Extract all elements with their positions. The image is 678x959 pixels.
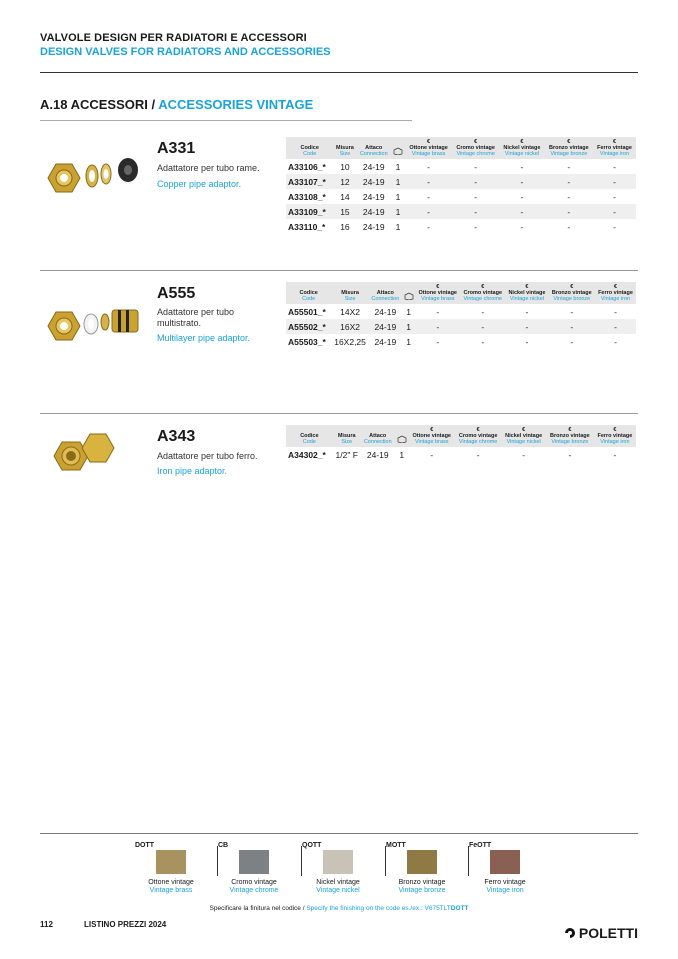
col-iron-it: Ferro vintage xyxy=(598,290,633,296)
table-cell: - xyxy=(613,449,617,460)
section-title-blue: ACCESSORIES VINTAGE xyxy=(158,97,314,112)
section-divider xyxy=(40,120,412,121)
table-cell: 24-19 xyxy=(362,221,385,232)
col-nickel-en: Vintage nickel xyxy=(506,439,541,445)
col-conn-it: Attaco xyxy=(376,290,394,296)
table-cell: - xyxy=(430,449,434,460)
col-conn-en: Connection xyxy=(359,151,388,157)
swatch-divider xyxy=(217,846,218,876)
header-title-it: VALVOLE DESIGN PER RADIATORI E ACCESSORI xyxy=(40,32,307,44)
col-bronze-it: Bronzo vintage xyxy=(550,433,590,439)
swatch-divider xyxy=(301,846,302,876)
table-row xyxy=(286,204,636,219)
table-cell: - xyxy=(567,206,571,217)
listino-label: LISTINO PREZZI 2024 xyxy=(84,920,167,929)
col-size-it: Misura xyxy=(341,290,359,296)
col-size-it: Misura xyxy=(336,145,354,151)
euro-symbol: € xyxy=(613,139,617,145)
euro-symbol: € xyxy=(525,284,529,290)
table-cell: - xyxy=(427,191,430,202)
table-row xyxy=(286,304,636,319)
col-iron-en: Vintage iron xyxy=(600,296,631,302)
finish-note xyxy=(0,905,678,912)
table-cell: 1 xyxy=(395,176,401,187)
brand-logo xyxy=(563,925,638,941)
table-cell: - xyxy=(613,191,616,202)
box-icon xyxy=(391,137,405,159)
table-cell: 15 xyxy=(340,206,350,217)
note-bold: DOTT xyxy=(450,905,469,912)
table-cell: - xyxy=(427,221,430,232)
table-cell: 24-19 xyxy=(374,336,397,347)
table-cell: - xyxy=(520,161,524,172)
col-nickel-en: Vintage nickel xyxy=(509,296,545,302)
finish-label-it: Nickel vintage xyxy=(316,879,360,886)
col-nickel-it: Nickel vintage xyxy=(503,145,541,151)
table-body xyxy=(286,447,636,462)
euro-symbol: € xyxy=(613,284,618,290)
euro-symbol: € xyxy=(613,427,617,433)
col-code-en: Code xyxy=(303,151,317,157)
table-cell: - xyxy=(613,206,616,217)
col-iron-it: Ferro vintage xyxy=(597,433,633,439)
table-cell: 1 xyxy=(395,206,401,217)
cell-code: A33110_* xyxy=(288,221,326,232)
table-cell: 16 xyxy=(340,221,350,232)
table-row xyxy=(286,447,636,462)
table-cell: - xyxy=(520,191,524,202)
col-bronze-it: Bronzo vintage xyxy=(548,145,589,151)
col-bronze-it: Bronzo vintage xyxy=(551,290,592,296)
col-code-it: Codice xyxy=(300,145,319,151)
col-nickel xyxy=(501,425,546,447)
table-cell: - xyxy=(520,221,524,232)
finish-label-en: Vintage brass xyxy=(149,887,193,894)
table-cell: - xyxy=(568,449,572,460)
table-cell: - xyxy=(481,321,485,332)
table-row xyxy=(286,159,636,174)
table-cell: - xyxy=(525,306,529,317)
table-cell: 14X2 xyxy=(340,306,360,317)
col-nickel-it: Nickel vintage xyxy=(505,433,543,439)
col-bronze-en: Vintage bronze xyxy=(551,439,589,445)
table-cell: - xyxy=(427,161,430,172)
cell-code: A34302_* xyxy=(288,449,326,460)
col-chrome-it: Cromo vintage xyxy=(456,145,495,151)
table-cell: - xyxy=(427,206,430,217)
finish-code: DOTT xyxy=(135,842,155,849)
col-conn xyxy=(361,425,395,447)
product-desc-en: Copper pipe adaptor. xyxy=(157,179,242,189)
euro-symbol: € xyxy=(520,139,524,145)
table-cell: 24-19 xyxy=(362,191,385,202)
col-code-it: Codice xyxy=(300,433,319,439)
col-brass-it: Ottone vintage xyxy=(409,145,448,151)
logo-text: POLETTI xyxy=(578,925,638,941)
col-iron-it: Ferro vintage xyxy=(597,145,632,151)
finish-label-en: Vintage iron xyxy=(486,887,524,894)
poletti-logo-icon xyxy=(563,926,577,940)
col-size-en: Size xyxy=(344,296,356,302)
page-number: 112 xyxy=(40,920,53,929)
col-size xyxy=(333,137,356,159)
table-row xyxy=(286,189,636,204)
col-conn-en: Connection xyxy=(363,439,392,445)
table-cell: 1 xyxy=(395,191,401,202)
table-cell: - xyxy=(427,176,430,187)
box-icon xyxy=(402,282,415,304)
euro-symbol: € xyxy=(427,139,431,145)
col-brass-it: Ottone vintage xyxy=(412,433,451,439)
product-code: A331 xyxy=(157,140,196,157)
col-chrome-en: Vintage chrome xyxy=(458,439,498,445)
table-row xyxy=(286,319,636,334)
col-chrome-it: Cromo vintage xyxy=(458,433,498,439)
col-size-it: Misura xyxy=(337,433,356,439)
euro-symbol: € xyxy=(567,139,571,145)
table-cell: - xyxy=(614,306,617,317)
table-cell: 16X2 xyxy=(340,321,360,332)
price-table-a331 xyxy=(286,137,636,234)
euro-symbol: € xyxy=(436,284,440,290)
table-cell: - xyxy=(525,336,529,347)
col-bronze xyxy=(549,282,595,304)
table-cell: - xyxy=(474,191,478,202)
table-header xyxy=(286,282,636,304)
table-header xyxy=(286,137,636,159)
col-bronze xyxy=(546,425,594,447)
col-brass-en: Vintage brass xyxy=(420,296,455,302)
note-it: Specificare la finitura nel codice / xyxy=(209,905,307,912)
table-cell: 1 xyxy=(406,336,411,347)
col-brass-en: Vintage brass xyxy=(411,151,446,157)
note-en: Specify the finishing on the code es./ex.: V675TLT xyxy=(306,905,451,912)
col-code-en: Code xyxy=(302,439,316,445)
col-nickel-en: Vintage nickel xyxy=(504,151,539,157)
finish-label-en: Vintage bronze xyxy=(398,887,446,894)
col-bronze-en: Vintage bronze xyxy=(553,296,591,302)
col-chrome-en: Vintage chrome xyxy=(463,296,502,302)
euro-symbol: € xyxy=(481,284,485,290)
price-table-a343 xyxy=(286,425,636,462)
col-chrome xyxy=(460,282,505,304)
table-cell: 1 xyxy=(395,161,401,172)
header-divider xyxy=(40,72,638,73)
euro-symbol: € xyxy=(474,139,478,145)
a343-product-image xyxy=(48,428,118,478)
table-cell: 14 xyxy=(340,191,350,202)
box-icon xyxy=(395,425,409,447)
table-row xyxy=(286,219,636,234)
product-separator xyxy=(40,270,638,271)
col-chrome xyxy=(452,137,499,159)
table-cell: - xyxy=(436,336,440,347)
table-cell: - xyxy=(474,206,478,217)
finish-label-en: Vintage chrome xyxy=(229,887,279,894)
col-iron xyxy=(595,282,636,304)
col-chrome-en: Vintage chrome xyxy=(456,151,495,157)
cell-code: A33106_* xyxy=(288,161,326,172)
finish-color-swatch xyxy=(156,850,186,874)
cell-code: A33107_* xyxy=(288,176,326,187)
table-cell: 24-19 xyxy=(362,176,385,187)
col-conn xyxy=(369,282,402,304)
table-cell: 1 xyxy=(395,221,401,232)
section-title-main: A.18 ACCESSORI / xyxy=(40,97,159,112)
col-bronze-en: Vintage bronze xyxy=(550,151,588,157)
col-conn-it: Attaco xyxy=(369,433,387,439)
table-cell: - xyxy=(476,449,480,460)
product-desc-it: Adattatore per tubo multistrato. xyxy=(157,307,235,328)
col-iron xyxy=(593,137,636,159)
product-desc-en: Multilayer pipe adaptor. xyxy=(157,333,251,343)
table-cell: - xyxy=(481,336,485,347)
table-cell: 24-19 xyxy=(374,321,397,332)
cell-code: A33108_* xyxy=(288,191,326,202)
table-row xyxy=(286,174,636,189)
table-cell: 16X2,25 xyxy=(334,336,366,347)
product-desc-it: Adattatore per tubo rame. xyxy=(157,163,260,173)
table-cell: 12 xyxy=(340,176,350,187)
euro-symbol: € xyxy=(430,427,434,433)
finish-label-it: Bronzo vintage xyxy=(398,879,446,886)
cell-code: A55503_* xyxy=(288,336,326,347)
col-conn-en: Connection xyxy=(371,296,400,302)
col-nickel-it: Nickel vintage xyxy=(508,290,546,296)
table-cell: - xyxy=(436,306,440,317)
a331-product-image xyxy=(44,150,149,210)
product-desc-en: Iron pipe adaptor. xyxy=(157,466,228,476)
finish-label-it: Ferro vintage xyxy=(484,879,526,886)
table-cell: 24-19 xyxy=(362,161,385,172)
finish-code: QOTT xyxy=(302,842,322,849)
col-chrome-it: Cromo vintage xyxy=(463,290,503,296)
table-cell: - xyxy=(520,206,524,217)
a555-product-image xyxy=(44,300,149,350)
finish-label-it: Cromo vintage xyxy=(231,879,277,886)
table-cell: - xyxy=(474,176,478,187)
col-iron-en: Vintage iron xyxy=(600,439,630,445)
table-cell: - xyxy=(567,191,571,202)
finish-code: MOTT xyxy=(386,842,406,849)
table-cell: 1 xyxy=(406,321,411,332)
finish-color-swatch xyxy=(490,850,520,874)
table-cell: 1 xyxy=(406,306,411,317)
header-title-en: DESIGN VALVES FOR RADIATORS AND ACCESSORIES xyxy=(40,46,331,58)
cell-code: A55501_* xyxy=(288,306,326,317)
table-cell: - xyxy=(481,306,485,317)
table-cell: - xyxy=(567,221,571,232)
table-row xyxy=(286,334,636,349)
table-cell: - xyxy=(520,176,524,187)
swatch-divider xyxy=(385,846,386,876)
col-size-en: Size xyxy=(341,439,353,445)
col-code xyxy=(286,282,331,304)
col-brass xyxy=(405,137,452,159)
table-cell: - xyxy=(567,176,571,187)
table-cell: - xyxy=(567,161,571,172)
product-code: A343 xyxy=(157,428,196,445)
table-cell: - xyxy=(525,321,529,332)
finish-label-it: Ottone vintage xyxy=(148,879,194,886)
product-desc-it: Adattatore per tubo ferro. xyxy=(157,451,258,461)
table-body xyxy=(286,304,636,349)
euro-symbol: € xyxy=(522,427,526,433)
cell-code: A55502_* xyxy=(288,321,326,332)
price-table-a555 xyxy=(286,282,636,349)
col-brass-en: Vintage brass xyxy=(414,439,449,445)
table-cell: - xyxy=(570,306,574,317)
col-nickel xyxy=(505,282,548,304)
col-code-en: Code xyxy=(302,296,316,302)
col-nickel xyxy=(499,137,544,159)
col-bronze xyxy=(545,137,594,159)
col-brass xyxy=(415,282,460,304)
finish-code: FeOTT xyxy=(469,842,492,849)
col-code-it: Codice xyxy=(299,290,318,296)
finish-color-swatch xyxy=(239,850,269,874)
col-chrome xyxy=(455,425,501,447)
finish-code: CB xyxy=(218,842,229,849)
table-cell: - xyxy=(570,321,574,332)
table-body xyxy=(286,159,636,234)
euro-symbol: € xyxy=(570,284,574,290)
table-cell: - xyxy=(474,221,478,232)
table-cell: - xyxy=(613,161,616,172)
section-title xyxy=(40,97,313,112)
finish-color-swatch xyxy=(323,850,353,874)
euro-symbol: € xyxy=(476,427,480,433)
col-iron-en: Vintage iron xyxy=(599,151,630,157)
footer-divider xyxy=(40,833,638,834)
col-brass xyxy=(409,425,455,447)
table-cell: 1/2" F xyxy=(335,449,358,460)
table-cell: - xyxy=(522,449,526,460)
finish-label-en: Vintage nickel xyxy=(316,887,360,894)
col-conn xyxy=(356,137,391,159)
table-cell: 10 xyxy=(340,161,350,172)
swatch-divider xyxy=(468,846,469,876)
table-cell: - xyxy=(474,161,478,172)
table-cell: - xyxy=(570,336,574,347)
col-brass-it: Ottone vintage xyxy=(418,290,457,296)
table-cell: - xyxy=(613,221,616,232)
table-cell: - xyxy=(613,176,616,187)
col-size xyxy=(333,425,361,447)
cell-code: A33109_* xyxy=(288,206,326,217)
col-size xyxy=(331,282,368,304)
table-header xyxy=(286,425,636,447)
col-iron xyxy=(594,425,636,447)
euro-symbol: € xyxy=(568,427,572,433)
col-size-en: Size xyxy=(339,151,351,157)
table-cell: 1 xyxy=(399,449,405,460)
table-cell: 24-19 xyxy=(374,306,397,317)
table-cell: 24-19 xyxy=(366,449,389,460)
table-cell: - xyxy=(614,336,617,347)
product-code: A555 xyxy=(157,285,196,302)
col-code xyxy=(286,425,333,447)
table-cell: - xyxy=(614,321,617,332)
table-cell: 24-19 xyxy=(362,206,385,217)
product-separator xyxy=(40,413,638,414)
col-code xyxy=(286,137,333,159)
finish-color-swatch xyxy=(407,850,437,874)
table-cell: - xyxy=(436,321,440,332)
col-conn-it: Attaco xyxy=(365,145,383,151)
